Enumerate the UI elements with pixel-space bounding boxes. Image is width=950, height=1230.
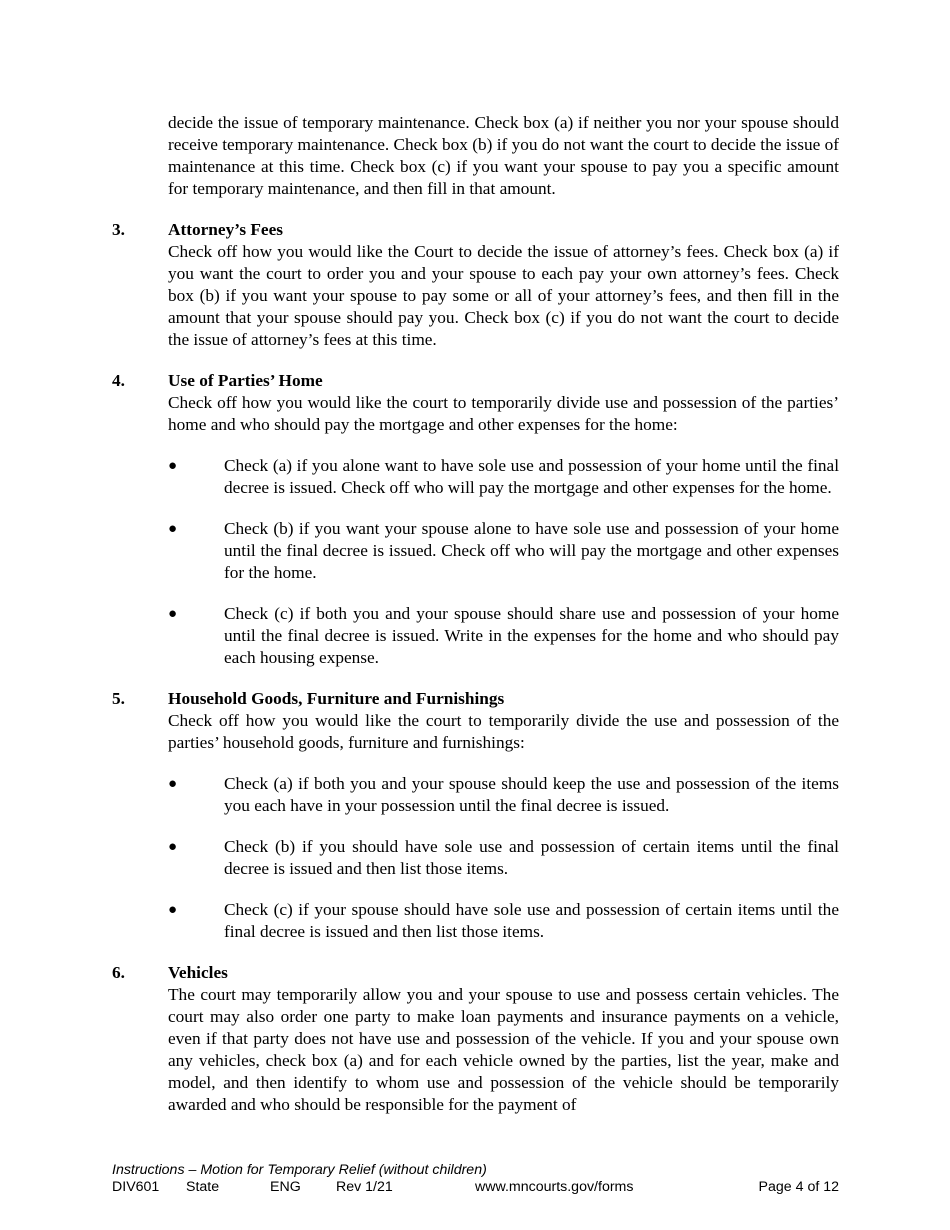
bullet-text: Check (b) if you should have sole use and possession of certain items until the final decree is issued and then list those items. — [224, 837, 839, 878]
section-heading — [112, 688, 839, 710]
footer-page-number: Page 4 of 12 — [758, 1179, 839, 1195]
section-household-goods — [112, 688, 839, 943]
section-vehicles — [112, 962, 839, 1116]
footer-title: Instructions – Motion for Temporary Relief (without children) — [112, 1162, 487, 1178]
bullet-text: Check (c) if your spouse should have sole use and possession of certain items until the final decree is issued and then list those items. — [224, 900, 839, 941]
section-title: Use of Parties’ Home — [168, 371, 323, 390]
bullet-item — [168, 773, 839, 817]
bullet-item — [168, 899, 839, 943]
bullet-text: Check (b) if you want your spouse alone to have sole use and possession of your home until the final decree is issued. Check off who will pay the mortgage and other expenses for the home. — [224, 519, 839, 582]
bullet-text: Check (a) if you alone want to have sole use and possession of your home until the final decree is issued. Check off who will pay the mortgage and other expenses for the home. — [224, 456, 839, 497]
page-footer — [112, 1162, 839, 1197]
bullet-list — [112, 455, 839, 669]
bullet-item — [168, 518, 839, 584]
bullet-item — [168, 455, 839, 499]
section-attorneys-fees — [112, 219, 839, 351]
section-heading — [112, 370, 839, 392]
section-number: 4. — [112, 371, 125, 390]
section-number: 6. — [112, 963, 125, 982]
section-use-of-home — [112, 370, 839, 669]
bullet-list — [112, 773, 839, 943]
footer-form-id: DIV601 — [112, 1179, 160, 1195]
section-title: Household Goods, Furniture and Furnishings — [168, 689, 505, 708]
bullet-icon: ● — [168, 606, 178, 622]
section-title: Vehicles — [168, 963, 228, 982]
footer-website-link[interactable]: www.mncourts.gov/forms — [475, 1179, 634, 1195]
footer-meta-row — [112, 1179, 839, 1197]
section-number: 5. — [112, 689, 125, 708]
bullet-text: Check (a) if both you and your spouse should keep the use and possession of the items you each have in your possession until the final decree is issued. — [224, 774, 839, 815]
bullet-icon: ● — [168, 839, 178, 855]
bullet-icon: ● — [168, 458, 178, 474]
section-heading — [112, 962, 839, 984]
section-body: Check off how you would like the Court to decide the issue of attorney’s fees. Check box (a) if you want the court to order you and your spouse to each pay your own attorney’s fees. Check box (b) if you want your spouse to pay some or all of your attorney’s fees, and then fill in the amount that your spouse should pay you. Check box (c) if you do not want the court to decide the issue of attorney’s fees at this time. — [168, 242, 839, 349]
page-content — [112, 112, 839, 1116]
bullet-item — [168, 603, 839, 669]
section-title: Attorney’s Fees — [168, 220, 284, 239]
bullet-icon: ● — [168, 776, 178, 792]
footer-language: ENG — [270, 1179, 301, 1195]
section-number: 3. — [112, 220, 125, 239]
section-heading — [112, 219, 839, 241]
footer-revision: Rev 1/21 — [336, 1179, 393, 1195]
bullet-icon: ● — [168, 902, 178, 918]
section-body: Check off how you would like the court to temporarily divide the use and possession of the parties’ household goods, furniture and furnishings: — [168, 711, 839, 752]
bullet-item — [168, 836, 839, 880]
section-body: The court may temporarily allow you and your spouse to use and possess certain vehicles. The court may also order one party to make loan payments and insurance payments on a vehicle, even if that party does not have use and possession of the vehicle. If you and your spouse own any vehicles, check box (a) and for each vehicle owned by the parties, list the year, make and model, and then identify to whom use and possession of the vehicle should be temporarily awarded and who should be responsible for the payment of — [168, 985, 839, 1114]
bullet-text: Check (c) if both you and your spouse should share use and possession of your home until the final decree is issued. Write in the expenses for the home and who should pay each housing expense. — [224, 604, 839, 667]
section-body: Check off how you would like the court to temporarily divide use and possession of the parties’ home and who should pay the mortgage and other expenses for the home: — [168, 393, 839, 434]
footer-jurisdiction: State — [186, 1179, 220, 1195]
intro-paragraph: decide the issue of temporary maintenance. Check box (a) if neither you nor your spouse should receive temporary maintenance. Check box (b) if you do not want the court to decide the issue of maintenance at this time. Check box (c) if you want your spouse to pay you a specific amount for temporary maintenance, and then fill in that amount. — [168, 113, 839, 198]
bullet-icon: ● — [168, 521, 178, 537]
